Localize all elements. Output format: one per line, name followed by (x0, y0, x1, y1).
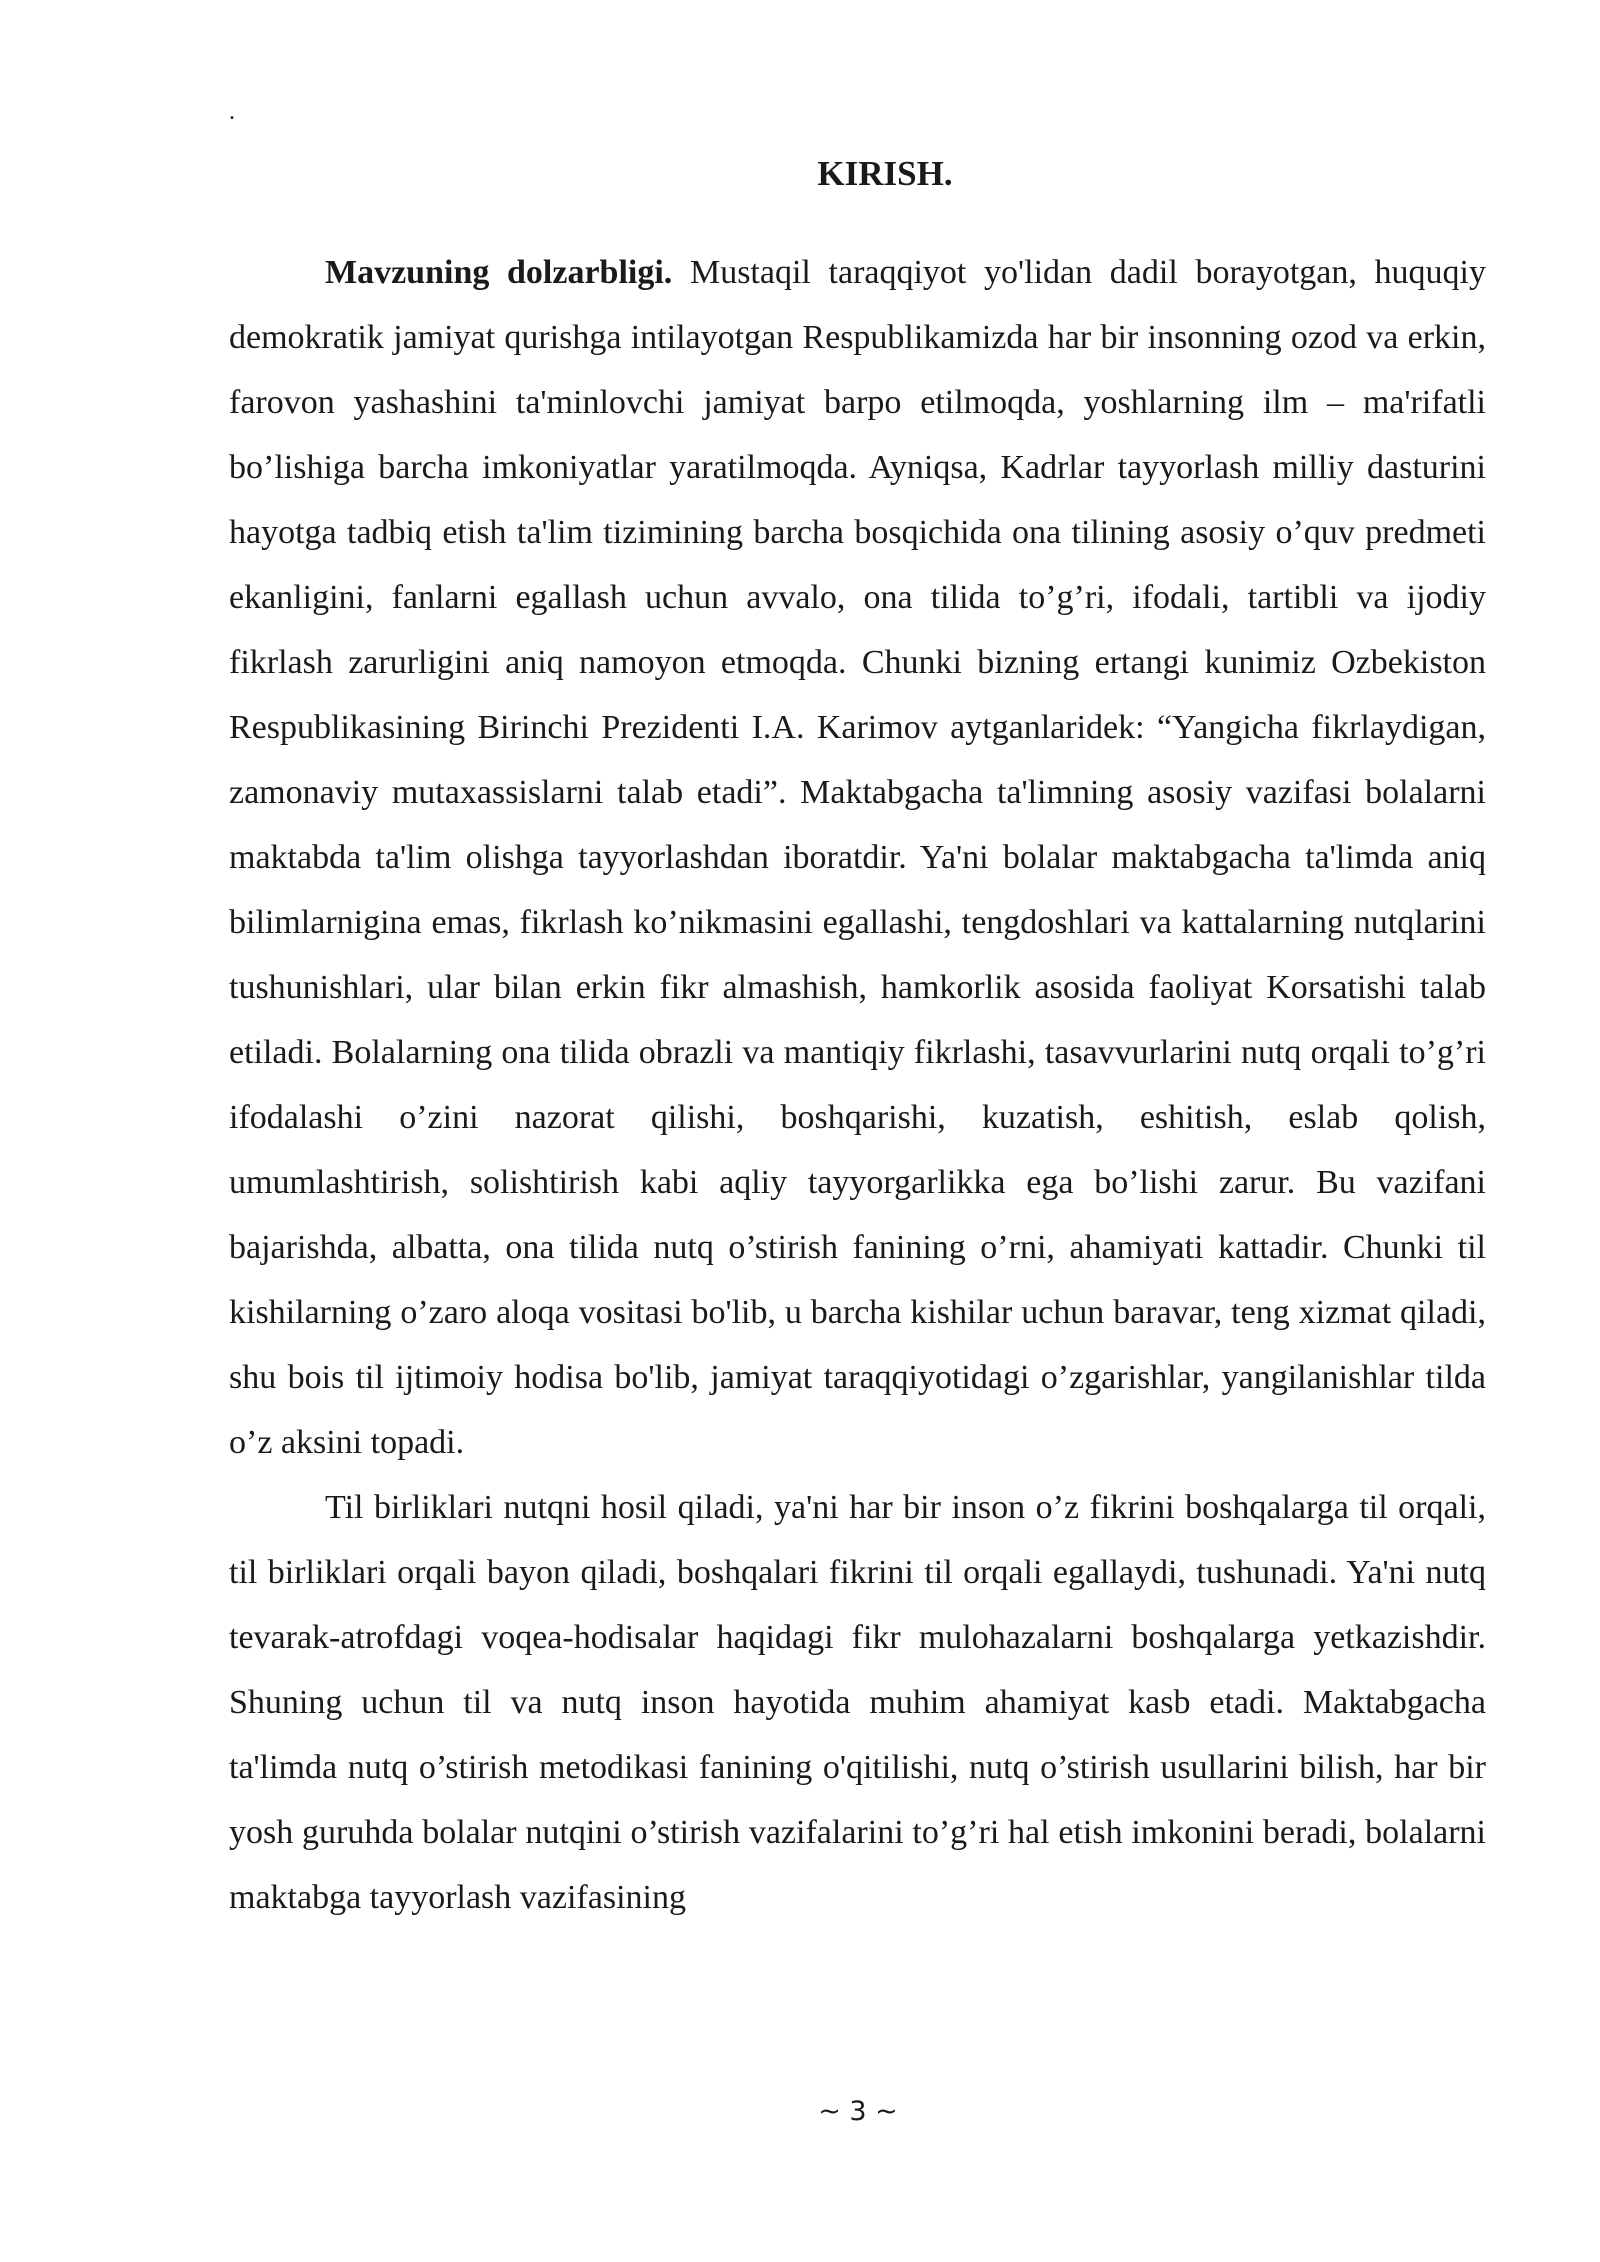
paragraph-text: Mustaqil taraqqiyot yo'lidan dadil borayotgan, huquqiy demokratik jamiyat qurishga intilayotgan Respublikamizda har bir insonning ozod va erkin, farovon yashashini ta'minlovchi jamiyat barpo etilmoqda, yoshlarning ilm – ma'rifatli bo’lishiga barcha imkoniyatlar yaratilmoqda. Ayniqsa, Kadrlar tayyorlash milliy dasturini hayotga tadbiq etish ta'lim tizimining barcha bosqichida ona tilining asosiy o’quv predmeti ekanligini, fanlarni egallash uchun avvalo, ona tilida to’g’ri, ifodali, tartibli va ijodiy fikrlash zarurligini aniq namoyon etmoqda. Chunki bizning ertangi kunimiz Ozbekiston Respublikasining Birinchi Prezidenti I.A. Karimov aytganlaridek: “Yangicha fikrlaydigan, zamonaviy mutaxassislarni talab etadi”. Maktabgacha ta'limning asosiy vazifasi bolalarni maktabda ta'lim olishga tayyorlashdan iboratdir. Ya'ni bolalar maktabgacha ta'limda aniq bilimlarnigina emas, fikrlash ko’nikmasini egallashi, tengdoshlari va kattalarning nutqlarini tushunishlari, ular bilan erkin fikr almashish, hamkorlik asosida faoliyat Korsatishi talab etiladi. Bolalarning ona tilida obrazli va mantiqiy fikrlashi, tasavvurlarini nutq orqali to’g’ri ifodalashi o’zini nazorat qilishi, boshqarishi, kuzatish, eshitish, eslab qolish, umumlashtirish, solishtirish kabi aqliy tayyorgarlikka ega bo’lishi zarur. Bu vazifani bajarishda, albatta, ona tilida nutq o’stirish fanining o’rni, ahamiyati kattadir. Chunki til kishilarning o’zaro aloqa vositasi bo'lib, u barcha kishilar uchun baravar, teng xizmat qiladi, shu bois til ijtimoiy hodisa bo'lib, jamiyat taraqqiyotidagi o’zgarishlar, yangilanishlar tilda o’z aksini topadi. (229, 254, 1487, 1461)
paragraph-lead: Mavzuning dolzarbligi. (325, 254, 673, 291)
section-title: KIRISH. (817, 154, 953, 193)
paragraph-1 (229, 240, 1486, 1475)
page-number: ~ 3 ~ (818, 2096, 898, 2127)
top-mark: . (229, 99, 235, 125)
body-text (229, 240, 1486, 1930)
paragraph-text: Til birliklari nutqni hosil qiladi, ya'ni har bir inson o’z fikrini boshqalarga til orqali, til birliklari orqali bayon qiladi, boshqalari fikrini til orqali egallaydi, tushunadi. Ya'ni nutq tevarak-atrofdagi voqea-hodisalar haqidagi fikr mulohazalarni boshqalarga yetkazishdir. Shuning uchun til va nutq inson hayotida muhim ahamiyat kasb etadi. Maktabgacha ta'limda nutq o’stirish metodikasi fanining o'qitilishi, nutq o’stirish usullarini bilish, har bir yosh guruhda bolalar nutqini o’stirish vazifalarini to’g’ri hal etish imkonini beradi, bolalarni maktabga tayyorlash vazifasining (229, 1489, 1486, 1916)
paragraph-2 (229, 1475, 1486, 1930)
